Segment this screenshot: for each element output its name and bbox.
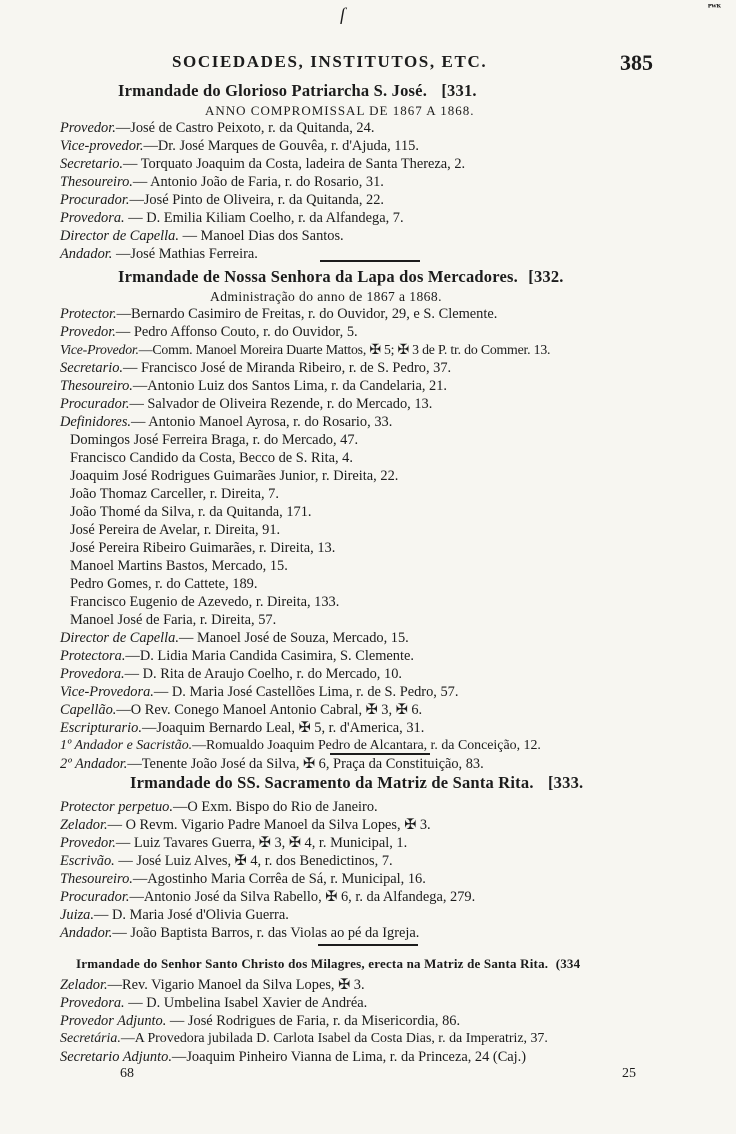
entry-line [60, 137, 700, 155]
section-subtitle: ANNO COMPROMISSAL DE 1867 A 1868. [205, 103, 475, 118]
section-333 [60, 772, 700, 942]
entry-text: — Luiz Tavares Guerra, ✠ 3, ✠ 4, r. Municipal, 1. [115, 835, 408, 851]
entry-list [60, 798, 700, 942]
entry-text: —Joaquim Pinheiro Vianna de Lima, r. da Princeza, 24 (Caj.) [171, 1049, 527, 1065]
entry-role: Protector. [60, 306, 117, 322]
entry-text: —O Rev. Conego Manoel Antonio Cabral, ✠ 3, ✠ 6. [116, 702, 423, 718]
entry-role: Provedor. [60, 120, 116, 136]
entry-role: Protectora. [60, 648, 126, 664]
entry-text: Pedro Gomes, r. do Cattete, 189. [70, 576, 258, 592]
entry-line [60, 155, 700, 173]
entry-list [60, 305, 700, 773]
entry-line [60, 449, 700, 467]
entry-line [60, 377, 700, 395]
entry-role: Secretario. [60, 360, 124, 376]
entry-role: Secretario Adjunto. [60, 1049, 172, 1065]
entry-role: Vice-Provedora. [60, 684, 154, 700]
entry-line [60, 994, 700, 1012]
section-number: [332. [528, 267, 564, 286]
entry-line [60, 431, 700, 449]
entry-role: Director de Capella. [60, 630, 179, 646]
section-number: [333. [547, 773, 584, 792]
entry-role: Thesoureiro. [60, 378, 133, 394]
entry-role: Secretária. [60, 1031, 121, 1046]
entry-text: — Francisco José de Miranda Ribeiro, r. de S. Pedro, 37. [123, 360, 452, 376]
entry-line [60, 341, 700, 359]
section-title-text: Irmandade do Senhor Santo Christo dos Milagres, erecta na Matriz de Santa Rita. [76, 956, 549, 971]
entry-line [60, 557, 700, 575]
entry-line [60, 209, 700, 227]
entry-role: Procurador. [60, 396, 130, 412]
entry-role: Provedora. [60, 666, 125, 682]
entry-text: — Manoel Dias dos Santos. [178, 228, 344, 244]
entry-line [60, 906, 700, 924]
footer-signature-left: 68 [120, 1066, 134, 1081]
entry-line [60, 1012, 700, 1030]
entry-line [60, 227, 700, 245]
section-title-text: Irmandade de Nossa Senhora da Lapa dos Mercadores. [118, 267, 518, 286]
section-title-text: Irmandade do SS. Sacramento da Matriz de Santa Rita. [130, 773, 534, 792]
entry-line [60, 870, 700, 888]
entry-line [60, 611, 700, 629]
section-334-entries [60, 976, 700, 1066]
entry-line [60, 1030, 700, 1048]
entry-line [60, 359, 700, 377]
entry-role: Provedora. [60, 995, 125, 1011]
entry-role: Procurador. [60, 889, 130, 905]
section-334 [76, 956, 716, 972]
entry-line [60, 191, 700, 209]
entry-role: Definidores. [60, 414, 132, 430]
section-divider [330, 753, 430, 755]
entry-text: —Joaquim Bernardo Leal, ✠ 5, r. d'America, 31. [141, 720, 425, 736]
entry-line [60, 755, 700, 773]
entry-text: —A Provedora jubilada D. Carlota Isabel da Costa Dias, r. da Imperatriz, 37. [120, 1031, 548, 1046]
section-number: [331. [441, 81, 477, 100]
entry-role: 2º Andador. [60, 756, 128, 772]
entry-line [60, 323, 700, 341]
entry-line [60, 719, 700, 737]
section-title [60, 266, 700, 288]
entry-role: Thesoureiro. [60, 871, 133, 887]
entry-line [60, 395, 700, 413]
entry-text: —Comm. Manoel Moreira Duarte Mattos, ✠ 5; ✠ 3 de P. tr. do Commer. 13. [138, 342, 551, 357]
entry-line [60, 413, 700, 431]
entry-role: Capellão. [60, 702, 117, 718]
entry-role: Provedor. [60, 324, 116, 340]
entry-text: — O Revm. Vigario Padre Manoel da Silva Lopes, ✠ 3. [107, 817, 431, 833]
entry-text: — D. Rita de Araujo Coelho, r. do Mercado, 10. [124, 666, 402, 682]
section-number: (334 [555, 956, 581, 971]
entry-text: Manoel José de Faria, r. Direita, 57. [70, 612, 277, 628]
entry-line [60, 485, 700, 503]
entry-line [60, 521, 700, 539]
entry-text: — Salvador de Oliveira Rezende, r. do Mercado, 13. [129, 396, 433, 412]
entry-text: — Torquato Joaquim da Costa, ladeira de Santa Thereza, 2. [123, 156, 466, 172]
entry-text: — D. Emilia Kiliam Coelho, r. da Alfandega, 7. [124, 210, 404, 226]
entry-text: —José de Castro Peixoto, r. da Quitanda, 24. [115, 120, 375, 136]
entry-role: Escripturario. [60, 720, 142, 736]
entry-line [60, 852, 700, 870]
entry-role: Escrivão. [60, 853, 115, 869]
entry-text: José Pereira Ribeiro Guimarães, r. Direita, 13. [70, 540, 336, 556]
entry-line [60, 701, 700, 719]
entry-list [60, 976, 700, 1066]
entry-role: Secretario. [60, 156, 124, 172]
section-332 [60, 266, 700, 773]
entry-text: —Agostinho Maria Corrêa de Sá, r. Municipal, 16. [132, 871, 426, 887]
entry-text: —Dr. José Marques de Gouvêa, r. d'Ajuda, 115. [143, 138, 419, 154]
entry-text: — D. Maria José d'Olivia Guerra. [93, 907, 289, 923]
entry-line [60, 924, 700, 942]
running-header [0, 52, 736, 80]
entry-line [60, 1048, 700, 1066]
entry-line [60, 173, 700, 191]
entry-line [60, 119, 700, 137]
entry-line [60, 575, 700, 593]
entry-text: —Antonio José da Silva Rabello, ✠ 6, r. da Alfandega, 279. [129, 889, 476, 905]
entry-role: Provedor Adjunto. [60, 1013, 167, 1029]
entry-text: João Thomé da Silva, r. da Quitanda, 171. [70, 504, 312, 520]
corner-stamp: ᴾᵂᴷ [708, 2, 721, 12]
entry-text: — João Baptista Barros, r. das Violas ao pé da Igreja. [112, 925, 420, 941]
entry-text: — José Rodrigues de Faria, r. da Misericordia, 86. [166, 1013, 461, 1029]
entry-line [60, 539, 700, 557]
entry-text: —Bernardo Casimiro de Freitas, r. do Ouvidor, 29, e S. Clemente. [116, 306, 498, 322]
entry-text: Joaquim José Rodrigues Guimarães Junior, r. Direita, 22. [70, 468, 399, 484]
entry-text: Manoel Martins Bastos, Mercado, 15. [70, 558, 288, 574]
entry-line [60, 503, 700, 521]
entry-line [60, 665, 700, 683]
entry-text: — D. Umbelina Isabel Xavier de Andréa. [124, 995, 368, 1011]
entry-text: — Manoel José de Souza, Mercado, 15. [178, 630, 409, 646]
entry-role: Protector perpetuo. [60, 799, 173, 815]
section-title [60, 772, 700, 794]
entry-text: —Romualdo Joaquim Pedro de Alcantara, r. da Conceição, 12. [192, 738, 541, 753]
entry-text: — D. Maria José Castellões Lima, r. de S. Pedro, 57. [153, 684, 459, 700]
entry-text: —O Exm. Bispo do Rio de Janeiro. [172, 799, 378, 815]
section-331 [60, 80, 700, 263]
entry-text: —D. Lidia Maria Candida Casimira, S. Clemente. [125, 648, 414, 664]
entry-text: — Pedro Affonso Couto, r. do Ouvidor, 5. [115, 324, 358, 340]
entry-line [60, 834, 700, 852]
entry-role: Provedor. [60, 835, 116, 851]
top-mark: ſ [340, 4, 346, 24]
entry-line [60, 629, 700, 647]
entry-line [60, 888, 700, 906]
entry-role: Director de Capella. [60, 228, 179, 244]
entry-line [60, 976, 700, 994]
entry-text: —Rev. Vigario Manoel da Silva Lopes, ✠ 3. [107, 977, 365, 993]
section-title [60, 80, 700, 102]
entry-line [60, 816, 700, 834]
section-divider [318, 944, 418, 946]
entry-role: Zelador. [60, 817, 108, 833]
entry-text: — José Luiz Alves, ✠ 4, r. dos Benedictinos, 7. [114, 853, 393, 869]
entry-role: Vice-provedor. [60, 138, 144, 154]
entry-text: —José Mathias Ferreira. [112, 246, 258, 262]
entry-line [60, 798, 700, 816]
entry-line [60, 593, 700, 611]
entry-text: —José Pinto de Oliveira, r. da Quitanda, 22. [129, 192, 385, 208]
entry-role: 1º Andador e Sacristão. [60, 738, 193, 753]
entry-role: Provedora. [60, 210, 125, 226]
entry-role: Andador. [60, 246, 113, 262]
entry-text: —Antonio Luiz dos Santos Lima, r. da Candelaria, 21. [132, 378, 448, 394]
entry-role: Andador. [60, 925, 113, 941]
entry-text: José Pereira de Avelar, r. Direita, 91. [70, 522, 281, 538]
entry-text: — Antonio João de Faria, r. do Rosario, 31. [132, 174, 384, 190]
entry-line [60, 647, 700, 665]
entry-text: João Thomaz Carceller, r. Direita, 7. [70, 486, 279, 502]
running-title: SOCIEDADES, INSTITUTOS, ETC. [172, 52, 488, 71]
entry-text: —Tenente João José da Silva, ✠ 6, Praça da Constituição, 83. [127, 756, 484, 772]
section-title-text: Irmandade do Glorioso Patriarcha S. José. [118, 81, 428, 100]
entry-text: Francisco Eugenio de Azevedo, r. Direita, 133. [70, 594, 340, 610]
entry-line [60, 305, 700, 323]
page-number: 385 [620, 50, 653, 75]
section-subtitle: Administração do anno de 1867 a 1868. [210, 289, 442, 304]
entry-role: Juiza. [60, 907, 94, 923]
entry-text: — Antonio Manoel Ayrosa, r. do Rosario, 33. [131, 414, 393, 430]
entry-text: Domingos José Ferreira Braga, r. do Mercado, 47. [70, 432, 359, 448]
section-divider [320, 260, 420, 262]
entry-role: Zelador. [60, 977, 108, 993]
entry-role: Thesoureiro. [60, 174, 133, 190]
entry-line [60, 467, 700, 485]
entry-line [60, 683, 700, 701]
entry-text: Francisco Candido da Costa, Becco de S. Rita, 4. [70, 450, 353, 466]
entry-list [60, 119, 700, 263]
entry-role: Procurador. [60, 192, 130, 208]
entry-role: Vice-Provedor. [60, 342, 139, 357]
section-title [76, 956, 716, 972]
footer-signature-right: 25 [622, 1066, 636, 1081]
